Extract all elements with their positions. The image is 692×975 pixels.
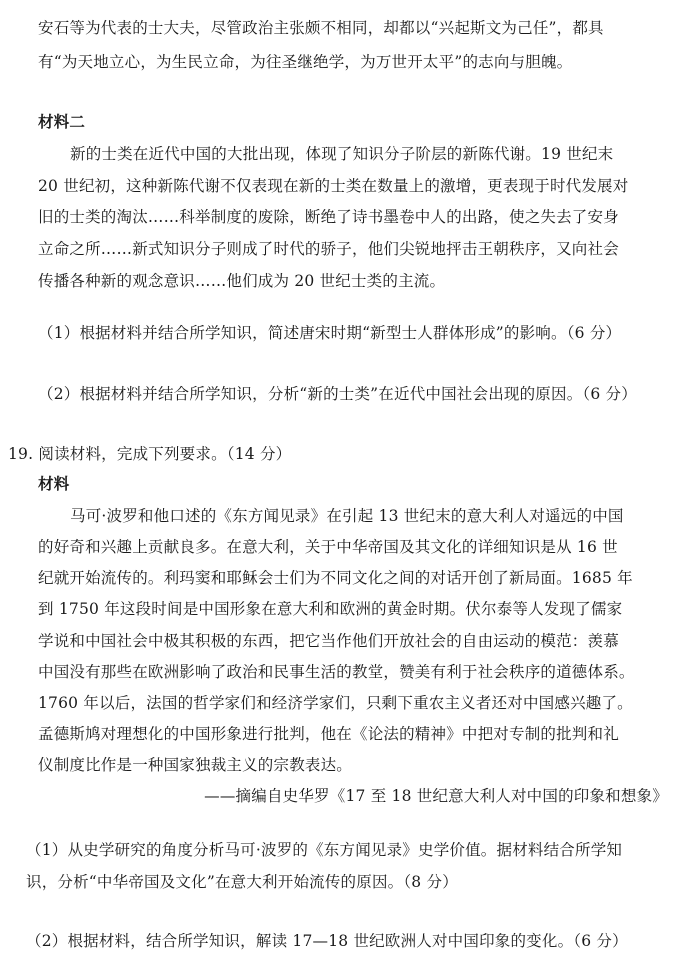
material-two-heading: 材料二 [38, 112, 86, 131]
q18-sub-question-2: （2）根据材料并结合所学知识，分析“新的士类”在近代中国社会出现的原因。（6 分） [38, 385, 637, 403]
material-two-line-2: 20 世纪初，这种新陈代谢不仅表现在新的士类在数量上的激增，更表现于时代发展对 [38, 177, 629, 195]
q19-material-line-3: 纪就开始流传的。利玛窦和耶稣会士们为不同文化之间的对话开创了新局面。1685 年 [38, 569, 633, 587]
material-one-line-2: 有“为天地立心，为生民立命，为往圣继绝学，为万世开太平”的志向与胆魄。 [38, 53, 573, 71]
material-two-line-1: 新的士类在近代中国的大批出现，体现了知识分子阶层的新陈代谢。19 世纪末 [70, 145, 614, 163]
q19-source-citation: ——摘编自史华罗《17 至 18 世纪意大利人对中国的印象和想象》 [204, 787, 668, 805]
q19-material-line-6: 中国没有那些在欧洲影响了政治和民事生活的教堂，赞美有利于社会秩序的道德体系。 [38, 663, 635, 681]
q19-sub-question-2: （2）根据材料，结合所学知识，解读 17—18 世纪欧洲人对中国印象的变化。（6 分） [26, 932, 628, 950]
q19-material-line-5: 学说和中国社会中极其积极的东西，把它当作他们开放社会的自由运动的模范：羡慕 [38, 632, 619, 650]
q19-material-line-1: 马可·波罗和他口述的《东方闻见录》在引起 13 世纪末的意大利人对遥远的中国 [70, 507, 624, 525]
material-two-line-4: 立命之所……新式知识分子则成了时代的骄子，他们尖锐地抨击王朝秩序，又向社会 [38, 240, 619, 258]
q19-material-line-7: 1760 年以后，法国的哲学家们和经济学家们，只剩下重农主义者还对中国感兴趣了。 [38, 694, 633, 712]
q19-material-line-9: 仪制度比作是一种国家独裁主义的宗教表达。 [38, 756, 353, 774]
q19-sub-question-1-line-2: 识，分析“中华帝国及文化”在意大利开始流传的原因。（8 分） [26, 873, 458, 891]
q19-stem: 19. 阅读材料，完成下列要求。（14 分） [8, 445, 292, 463]
q19-material-line-2: 的好奇和兴趣上贡献良多。在意大利，关于中华帝国及其文化的详细知识是从 16 世 [38, 538, 618, 556]
q19-material-line-8: 孟德斯鸠对理想化的中国形象进行批判，他在《论法的精神》中把对专制的批判和礼 [38, 725, 619, 743]
material-two-line-3: 旧的士类的淘汰……科举制度的废除，断绝了诗书墨卷中人的出路，使之失去了安身 [38, 208, 619, 226]
q19-sub-question-1-line-1: （1）从史学研究的角度分析马可·波罗的《东方闻见录》史学价值。据材料结合所学知 [26, 841, 623, 859]
material-two-line-5: 传播各种新的观念意识……他们成为 20 世纪士类的主流。 [38, 272, 446, 290]
material-one-line-1: 安石等为代表的士大夫，尽管政治主张颇不相同，却都以“兴起斯文为己任”，都具 [38, 19, 604, 37]
q18-sub-question-1: （1）根据材料并结合所学知识，简述唐宋时期“新型士人群体形成”的影响。（6 分） [38, 324, 622, 342]
q19-material-heading: 材料 [38, 474, 70, 493]
q19-material-line-4: 到 1750 年这段时间是中国形象在意大利和欧洲的黄金时期。伏尔泰等人发现了儒家 [38, 600, 623, 618]
